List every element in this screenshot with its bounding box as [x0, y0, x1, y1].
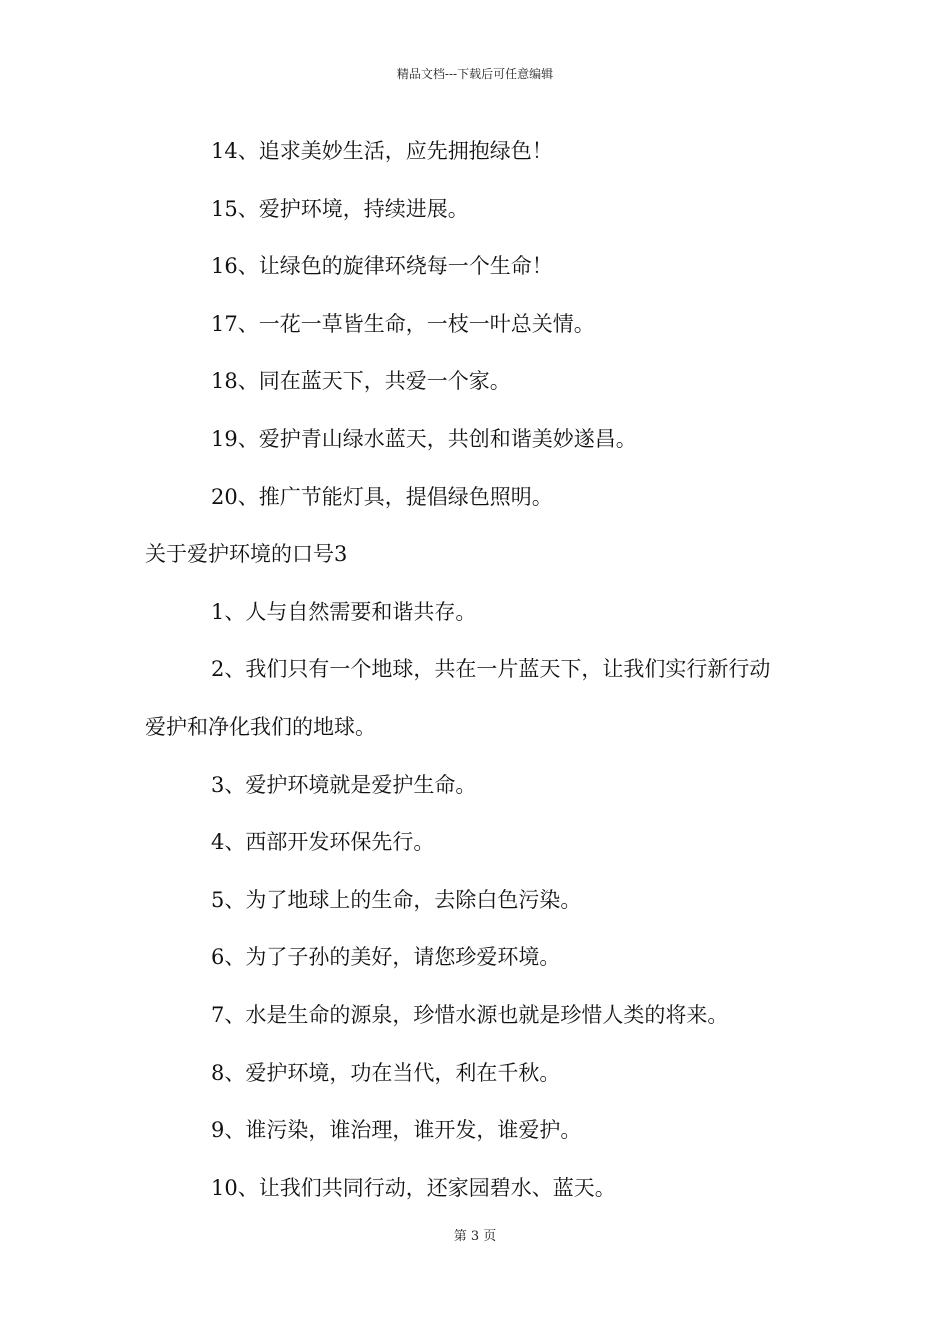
slogan-line: 18、同在蓝天下，共爱一个家。 [211, 369, 511, 394]
slogan-line: 9、谁污染，谁治理，谁开发，谁爱护。 [211, 1118, 582, 1143]
slogan-line-continuation: 爱护和净化我们的地球。 [145, 714, 376, 739]
slogan-line: 15、爱护环境，持续进展。 [211, 196, 469, 221]
slogan-line: 6、为了子孙的美好，请您珍爱环境。 [211, 945, 561, 970]
slogan-line: 3、爱护环境就是爱护生命。 [211, 772, 477, 797]
slogan-line: 17、一花一草皆生命，一枝一叶总关情。 [211, 311, 595, 336]
slogan-line: 5、为了地球上的生命，去除白色污染。 [211, 887, 582, 912]
slogan-line: 8、爱护环境，功在当代，利在千秋。 [211, 1060, 561, 1085]
slogan-line: 2、我们只有一个地球，共在一片蓝天下，让我们实行新行动 [211, 657, 771, 682]
page-content [145, 136, 815, 1230]
slogan-line: 1、人与自然需要和谐共存。 [211, 599, 477, 624]
section-heading: 关于爱护环境的口号3 [145, 542, 348, 567]
slogan-line: 4、西部开发环保先行。 [211, 830, 435, 855]
slogan-line: 10、让我们共同行动，还家园碧水、蓝天。 [211, 1175, 616, 1200]
slogan-line: 20、推广节能灯具，提倡绿色照明。 [211, 484, 553, 509]
slogan-line: 19、爱护青山绿水蓝天，共创和谐美妙遂昌。 [211, 426, 637, 451]
page-number: 第 3 页 [453, 1229, 497, 1244]
slogan-line: 7、水是生命的源泉，珍惜水源也就是珍惜人类的将来。 [211, 1002, 729, 1027]
slogan-line: 14、追求美妙生活，应先拥抱绿色！ [211, 139, 553, 163]
page-header: 精品文档---下载后可任意编辑 [396, 67, 554, 81]
slogan-line: 16、让绿色的旋律环绕每一个生命！ [211, 254, 553, 279]
